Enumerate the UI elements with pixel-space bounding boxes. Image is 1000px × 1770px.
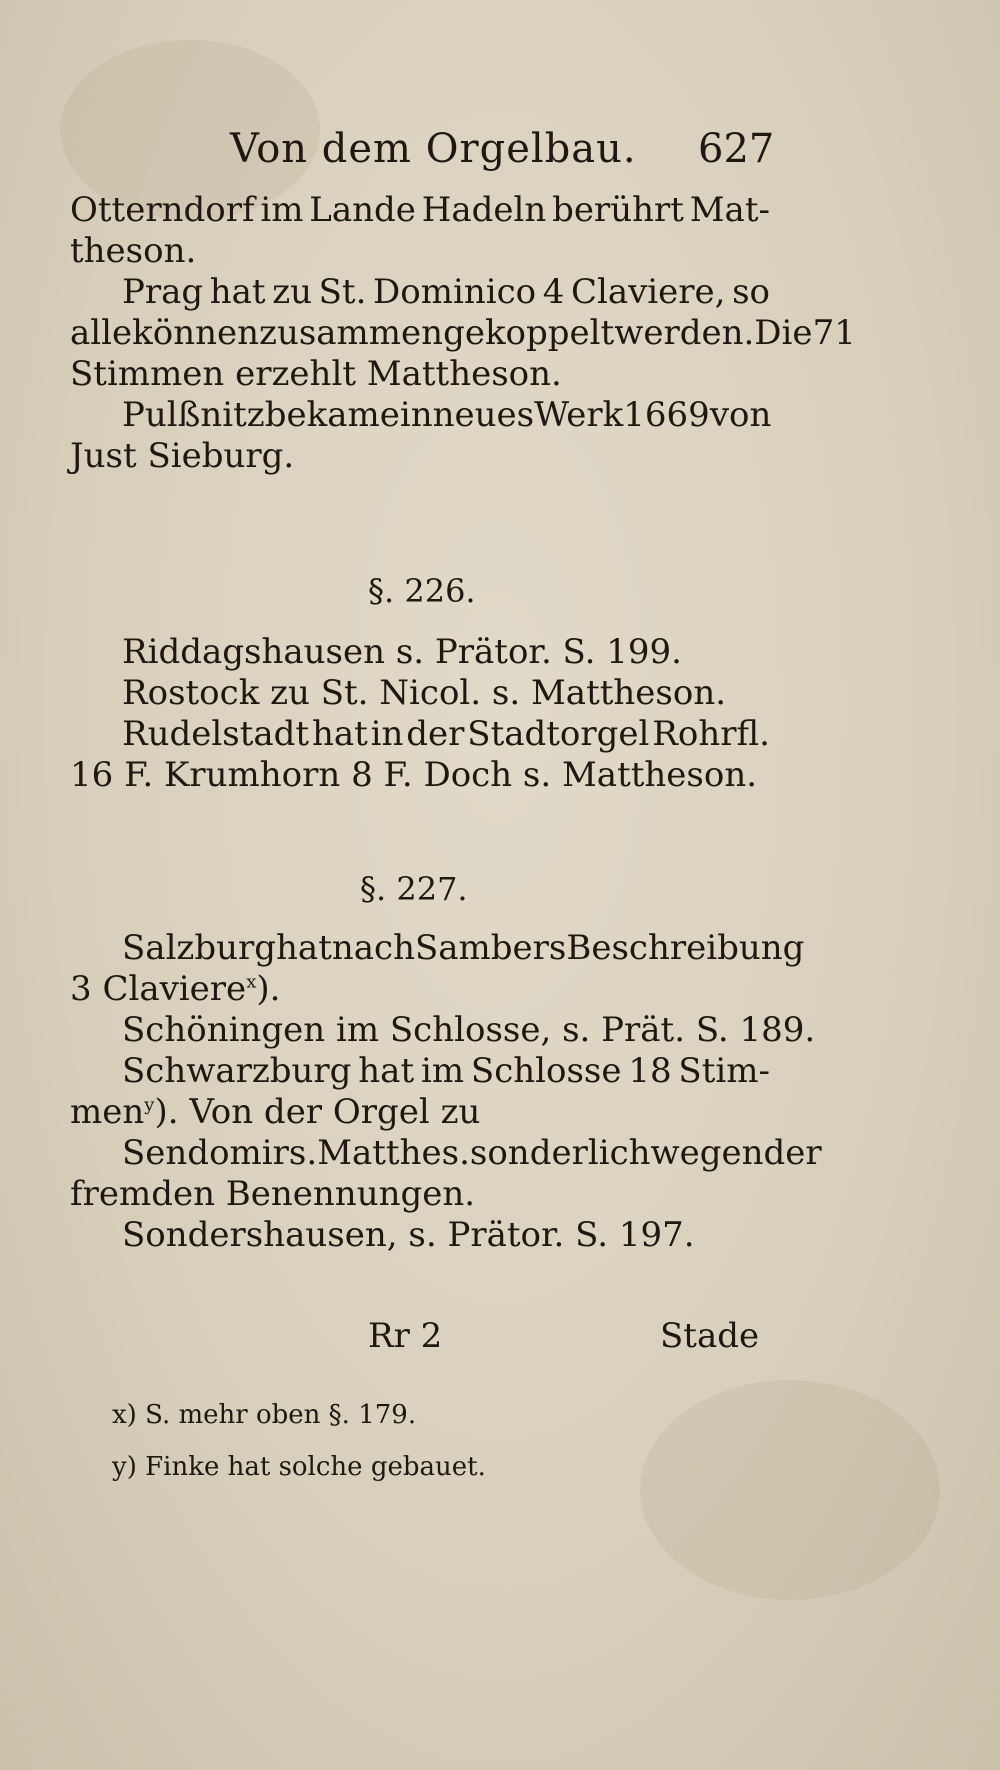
word: Schlosse xyxy=(470,1051,622,1091)
word: hat xyxy=(311,714,368,754)
word: zusammen xyxy=(259,313,444,353)
text-line xyxy=(70,1215,770,1256)
word: s. xyxy=(288,1133,318,1173)
word: von xyxy=(709,395,772,435)
text-line xyxy=(70,673,770,714)
word: Prag xyxy=(122,272,204,312)
word: Die xyxy=(754,313,813,353)
text-line xyxy=(70,632,770,673)
section-heading-226: §. 226. xyxy=(368,572,476,610)
word: werden. xyxy=(614,313,755,353)
text-line xyxy=(70,313,856,354)
word: alle xyxy=(70,313,133,353)
word: hat xyxy=(209,272,266,312)
word: Salzburg xyxy=(122,928,277,968)
footnote-marker: y xyxy=(144,1094,155,1116)
line-text: theson. xyxy=(70,231,197,271)
word: Mat- xyxy=(689,190,770,230)
line-text: Rostock zu St. Nicol. s. Mattheson. xyxy=(122,673,727,713)
word: der xyxy=(763,1133,822,1173)
word: gekoppelt xyxy=(443,313,615,353)
word: 18 xyxy=(628,1051,672,1091)
word: Rohrfl. xyxy=(652,714,770,754)
line-text: men xyxy=(70,1092,145,1132)
footnote-marker: x xyxy=(246,971,257,993)
word: in xyxy=(370,714,404,754)
page-number: 627 xyxy=(698,126,775,172)
text-line xyxy=(70,436,770,477)
line-text-after: ). Von der Orgel zu xyxy=(154,1092,481,1132)
line-text: Just Sieburg. xyxy=(70,436,295,476)
text-line xyxy=(70,714,770,755)
text-line xyxy=(70,1092,770,1133)
word: hat xyxy=(276,928,332,968)
text-line xyxy=(70,969,770,1010)
word: der xyxy=(406,714,465,754)
word: Stim- xyxy=(678,1051,770,1091)
word: bekam xyxy=(264,395,380,435)
word: ein xyxy=(379,395,433,435)
text-line xyxy=(70,755,770,796)
word: hat xyxy=(358,1051,415,1091)
word: St. xyxy=(318,272,367,312)
text-block-2 xyxy=(70,632,770,796)
line-text: Riddagshausen s. Prätor. S. 199. xyxy=(122,632,682,672)
word: Dominico xyxy=(372,272,537,312)
word: Sendomir xyxy=(122,1133,289,1173)
text-line xyxy=(70,231,770,272)
word: im xyxy=(420,1051,465,1091)
word: Beschreibung xyxy=(566,928,805,968)
paper-stain xyxy=(640,1380,940,1600)
footnote: y) Finke hat solche gebauet. xyxy=(112,1452,486,1482)
word: 71 xyxy=(812,313,856,353)
text-line xyxy=(70,272,770,313)
word: Pulßnitz xyxy=(122,395,265,435)
line-text: Schöningen im Schlosse, s. Prät. S. 189. xyxy=(122,1010,816,1050)
text-line xyxy=(70,354,770,395)
word: neues xyxy=(432,395,535,435)
word: Sambers xyxy=(414,928,567,968)
word: im xyxy=(260,190,304,230)
text-line xyxy=(70,190,770,231)
text-line xyxy=(70,395,770,436)
word: 1669 xyxy=(623,395,710,435)
word: wegen xyxy=(650,1133,764,1173)
page-header xyxy=(0,118,1000,178)
text-line xyxy=(70,1174,770,1215)
word: Stadtorgel xyxy=(467,714,650,754)
line-text: 16 F. Krumhorn 8 F. Doch s. Mattheson. xyxy=(70,755,758,795)
word: Rudelstadt xyxy=(122,714,310,754)
word: können xyxy=(132,313,260,353)
footnote: x) S. mehr oben §. 179. xyxy=(112,1400,417,1430)
word: Matthes. xyxy=(317,1133,470,1173)
catchword: Stade xyxy=(660,1316,760,1356)
word: Claviere, xyxy=(570,272,726,312)
word: Lande xyxy=(309,190,416,230)
word: nach xyxy=(331,928,415,968)
text-block-1 xyxy=(70,190,856,477)
word: sonderlich xyxy=(469,1133,651,1173)
line-text: Sondershausen, s. Prätor. S. 197. xyxy=(122,1215,695,1255)
word: Werk xyxy=(534,395,624,435)
text-line xyxy=(70,1133,822,1174)
running-title: Von dem Orgelbau. xyxy=(230,126,637,172)
word: berührt xyxy=(552,190,684,230)
line-text-after: ). xyxy=(256,969,281,1009)
text-line xyxy=(70,1010,816,1051)
word: so xyxy=(732,272,770,312)
text-line xyxy=(70,928,805,969)
section-heading-227: §. 227. xyxy=(360,870,468,908)
word: 4 xyxy=(542,272,565,312)
catchline xyxy=(0,1316,1000,1360)
line-text: 3 Claviere xyxy=(70,969,247,1009)
line-text: fremden Benennungen. xyxy=(70,1174,476,1214)
signature-mark: Rr 2 xyxy=(368,1316,443,1356)
text-line xyxy=(70,1051,770,1092)
footnotes xyxy=(112,1398,486,1502)
word: Hadeln xyxy=(421,190,547,230)
word: Schwarzburg xyxy=(122,1051,352,1091)
text-block-3 xyxy=(70,928,822,1256)
word: Otterndorf xyxy=(70,190,255,230)
word: zu xyxy=(272,272,313,312)
line-text: Stimmen erzehlt Mattheson. xyxy=(70,354,562,394)
